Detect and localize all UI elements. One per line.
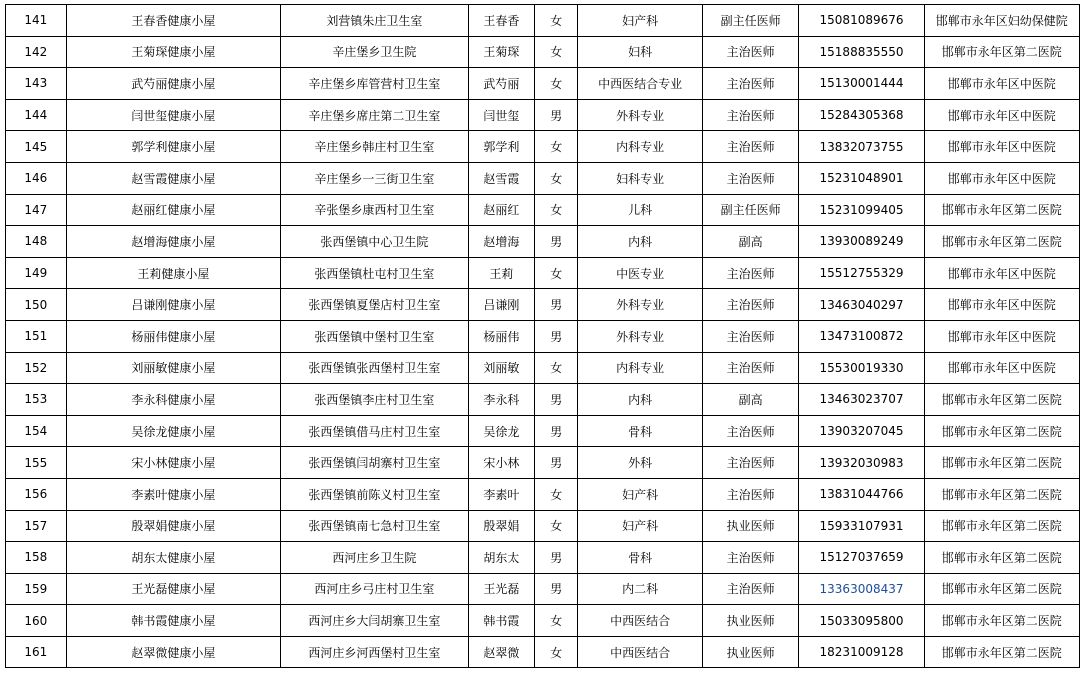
health-hut-name-cell: 韩书霞健康小屋 xyxy=(66,605,281,637)
health-hut-name-cell: 殷翠娟健康小屋 xyxy=(66,510,281,542)
gender-cell: 女 xyxy=(535,510,578,542)
doctor-name-cell: 赵增海 xyxy=(468,226,534,258)
doctor-name-cell: 李素叶 xyxy=(468,478,534,510)
title-cell: 主治医师 xyxy=(702,68,799,100)
clinic-cell: 西河庄乡大闫胡寨卫生室 xyxy=(281,605,468,637)
table-row xyxy=(6,194,1080,226)
row-number-cell: 154 xyxy=(6,415,67,447)
phone-link-cell[interactable]: 13363008437 xyxy=(799,573,924,605)
health-hut-name-cell: 吕谦刚健康小屋 xyxy=(66,289,281,321)
hospital-cell: 邯郸市永年区中医院 xyxy=(924,162,1079,194)
table-row xyxy=(6,68,1080,100)
title-cell: 主治医师 xyxy=(702,162,799,194)
specialty-cell: 骨科 xyxy=(578,542,702,574)
doctor-name-cell: 吴徐龙 xyxy=(468,415,534,447)
specialty-cell: 中西医结合专业 xyxy=(578,68,702,100)
clinic-cell: 西河庄乡弓庄村卫生室 xyxy=(281,573,468,605)
hospital-cell: 邯郸市永年区中医院 xyxy=(924,257,1079,289)
title-cell: 执业医师 xyxy=(702,636,799,668)
hospital-cell: 邯郸市永年区中医院 xyxy=(924,131,1079,163)
health-hut-name-cell: 刘丽敏健康小屋 xyxy=(66,352,281,384)
health-hut-name-cell: 王春香健康小屋 xyxy=(66,5,281,37)
row-number-cell: 157 xyxy=(6,510,67,542)
clinic-cell: 张西堡镇中堡村卫生室 xyxy=(281,320,468,352)
clinic-cell: 辛庄堡乡库管营村卫生室 xyxy=(281,68,468,100)
row-number-cell: 150 xyxy=(6,289,67,321)
phone-cell: 13930089249 xyxy=(799,226,924,258)
hospital-cell: 邯郸市永年区第二医院 xyxy=(924,605,1079,637)
hospital-cell: 邯郸市永年区中医院 xyxy=(924,320,1079,352)
clinic-cell: 张西堡镇前陈义村卫生室 xyxy=(281,478,468,510)
phone-cell: 13473100872 xyxy=(799,320,924,352)
table-row xyxy=(6,636,1080,668)
data-table xyxy=(5,4,1080,668)
table-row xyxy=(6,131,1080,163)
specialty-cell: 内科专业 xyxy=(578,352,702,384)
doctor-name-cell: 闫世玺 xyxy=(468,99,534,131)
health-hut-name-cell: 赵增海健康小屋 xyxy=(66,226,281,258)
phone-cell: 13463023707 xyxy=(799,384,924,416)
document-page xyxy=(5,4,1080,668)
gender-cell: 女 xyxy=(535,68,578,100)
row-number-cell: 152 xyxy=(6,352,67,384)
phone-cell: 15127037659 xyxy=(799,542,924,574)
doctor-name-cell: 王莉 xyxy=(468,257,534,289)
row-number-cell: 145 xyxy=(6,131,67,163)
phone-cell: 15512755329 xyxy=(799,257,924,289)
row-number-cell: 151 xyxy=(6,320,67,352)
gender-cell: 男 xyxy=(535,99,578,131)
title-cell: 主治医师 xyxy=(702,289,799,321)
health-hut-name-cell: 宋小林健康小屋 xyxy=(66,447,281,479)
specialty-cell: 外科专业 xyxy=(578,289,702,321)
title-cell: 主治医师 xyxy=(702,573,799,605)
hospital-cell: 邯郸市永年区第二医院 xyxy=(924,636,1079,668)
hospital-cell: 邯郸市永年区中医院 xyxy=(924,352,1079,384)
clinic-cell: 张西堡镇张西堡村卫生室 xyxy=(281,352,468,384)
doctor-name-cell: 吕谦刚 xyxy=(468,289,534,321)
title-cell: 副主任医师 xyxy=(702,5,799,37)
clinic-cell: 西河庄乡河西堡村卫生室 xyxy=(281,636,468,668)
phone-cell: 15933107931 xyxy=(799,510,924,542)
clinic-cell: 西河庄乡卫生院 xyxy=(281,542,468,574)
clinic-cell: 张西堡镇闫胡寨村卫生室 xyxy=(281,447,468,479)
row-number-cell: 149 xyxy=(6,257,67,289)
health-hut-name-cell: 赵雪霞健康小屋 xyxy=(66,162,281,194)
health-hut-name-cell: 武芍丽健康小屋 xyxy=(66,68,281,100)
specialty-cell: 骨科 xyxy=(578,415,702,447)
specialty-cell: 内科 xyxy=(578,384,702,416)
health-hut-name-cell: 李永科健康小屋 xyxy=(66,384,281,416)
row-number-cell: 148 xyxy=(6,226,67,258)
doctor-name-cell: 韩书霞 xyxy=(468,605,534,637)
row-number-cell: 155 xyxy=(6,447,67,479)
hospital-cell: 邯郸市永年区第二医院 xyxy=(924,478,1079,510)
gender-cell: 女 xyxy=(535,478,578,510)
clinic-cell: 辛庄堡乡卫生院 xyxy=(281,36,468,68)
hospital-cell: 邯郸市永年区第二医院 xyxy=(924,194,1079,226)
phone-cell: 18231009128 xyxy=(799,636,924,668)
doctor-name-cell: 杨丽伟 xyxy=(468,320,534,352)
health-hut-name-cell: 吴徐龙健康小屋 xyxy=(66,415,281,447)
table-row xyxy=(6,510,1080,542)
row-number-cell: 147 xyxy=(6,194,67,226)
clinic-cell: 张西堡镇中心卫生院 xyxy=(281,226,468,258)
clinic-cell: 张西堡镇杜屯村卫生室 xyxy=(281,257,468,289)
health-hut-name-cell: 王莉健康小屋 xyxy=(66,257,281,289)
hospital-cell: 邯郸市永年区第二医院 xyxy=(924,226,1079,258)
title-cell: 执业医师 xyxy=(702,605,799,637)
health-hut-name-cell: 杨丽伟健康小屋 xyxy=(66,320,281,352)
hospital-cell: 邯郸市永年区第二医院 xyxy=(924,542,1079,574)
phone-cell: 13463040297 xyxy=(799,289,924,321)
clinic-cell: 辛庄堡乡席庄第二卫生室 xyxy=(281,99,468,131)
gender-cell: 男 xyxy=(535,573,578,605)
gender-cell: 女 xyxy=(535,605,578,637)
doctor-name-cell: 赵翠微 xyxy=(468,636,534,668)
health-hut-name-cell: 王菊琛健康小屋 xyxy=(66,36,281,68)
gender-cell: 男 xyxy=(535,384,578,416)
phone-cell: 13932030983 xyxy=(799,447,924,479)
health-hut-name-cell: 胡东太健康小屋 xyxy=(66,542,281,574)
doctor-name-cell: 赵丽红 xyxy=(468,194,534,226)
clinic-cell: 辛庄堡乡一三街卫生室 xyxy=(281,162,468,194)
gender-cell: 女 xyxy=(535,131,578,163)
gender-cell: 男 xyxy=(535,447,578,479)
title-cell: 主治医师 xyxy=(702,542,799,574)
row-number-cell: 141 xyxy=(6,5,67,37)
health-hut-name-cell: 郭学利健康小屋 xyxy=(66,131,281,163)
doctor-name-cell: 王菊琛 xyxy=(468,36,534,68)
gender-cell: 女 xyxy=(535,5,578,37)
title-cell: 主治医师 xyxy=(702,99,799,131)
specialty-cell: 中医专业 xyxy=(578,257,702,289)
table-row xyxy=(6,415,1080,447)
hospital-cell: 邯郸市永年区第二医院 xyxy=(924,447,1079,479)
table-row xyxy=(6,605,1080,637)
phone-cell: 15033095800 xyxy=(799,605,924,637)
row-number-cell: 146 xyxy=(6,162,67,194)
phone-cell: 13832073755 xyxy=(799,131,924,163)
doctor-name-cell: 武芍丽 xyxy=(468,68,534,100)
clinic-cell: 刘营镇朱庄卫生室 xyxy=(281,5,468,37)
title-cell: 主治医师 xyxy=(702,447,799,479)
health-hut-name-cell: 赵丽红健康小屋 xyxy=(66,194,281,226)
title-cell: 主治医师 xyxy=(702,131,799,163)
hospital-cell: 邯郸市永年区第二医院 xyxy=(924,573,1079,605)
specialty-cell: 妇科专业 xyxy=(578,162,702,194)
phone-cell: 13903207045 xyxy=(799,415,924,447)
specialty-cell: 外科专业 xyxy=(578,99,702,131)
phone-cell: 15231099405 xyxy=(799,194,924,226)
table-row xyxy=(6,573,1080,605)
row-number-cell: 156 xyxy=(6,478,67,510)
specialty-cell: 中西医结合 xyxy=(578,605,702,637)
specialty-cell: 外科专业 xyxy=(578,320,702,352)
specialty-cell: 妇科 xyxy=(578,36,702,68)
row-number-cell: 142 xyxy=(6,36,67,68)
health-hut-name-cell: 闫世玺健康小屋 xyxy=(66,99,281,131)
specialty-cell: 妇产科 xyxy=(578,510,702,542)
table-row xyxy=(6,320,1080,352)
row-number-cell: 158 xyxy=(6,542,67,574)
row-number-cell: 160 xyxy=(6,605,67,637)
hospital-cell: 邯郸市永年区第二医院 xyxy=(924,415,1079,447)
title-cell: 主治医师 xyxy=(702,415,799,447)
title-cell: 副主任医师 xyxy=(702,194,799,226)
doctor-name-cell: 胡东太 xyxy=(468,542,534,574)
row-number-cell: 153 xyxy=(6,384,67,416)
table-row xyxy=(6,36,1080,68)
health-hut-name-cell: 赵翠微健康小屋 xyxy=(66,636,281,668)
clinic-cell: 张西堡镇夏堡店村卫生室 xyxy=(281,289,468,321)
title-cell: 副高 xyxy=(702,384,799,416)
phone-cell: 15130001444 xyxy=(799,68,924,100)
gender-cell: 男 xyxy=(535,226,578,258)
hospital-cell: 邯郸市永年区妇幼保健院 xyxy=(924,5,1079,37)
phone-cell: 15530019330 xyxy=(799,352,924,384)
table-row xyxy=(6,352,1080,384)
row-number-cell: 144 xyxy=(6,99,67,131)
row-number-cell: 161 xyxy=(6,636,67,668)
table-row xyxy=(6,162,1080,194)
doctor-name-cell: 郭学利 xyxy=(468,131,534,163)
doctor-name-cell: 刘丽敏 xyxy=(468,352,534,384)
doctor-name-cell: 王光磊 xyxy=(468,573,534,605)
title-cell: 主治医师 xyxy=(702,352,799,384)
table-row xyxy=(6,99,1080,131)
gender-cell: 女 xyxy=(535,162,578,194)
gender-cell: 女 xyxy=(535,636,578,668)
clinic-cell: 张西堡镇李庄村卫生室 xyxy=(281,384,468,416)
gender-cell: 男 xyxy=(535,542,578,574)
table-body xyxy=(6,5,1080,668)
table-row xyxy=(6,447,1080,479)
title-cell: 主治医师 xyxy=(702,257,799,289)
clinic-cell: 张西堡镇借马庄村卫生室 xyxy=(281,415,468,447)
title-cell: 副高 xyxy=(702,226,799,258)
doctor-name-cell: 殷翠娟 xyxy=(468,510,534,542)
doctor-name-cell: 赵雪霞 xyxy=(468,162,534,194)
doctor-name-cell: 宋小林 xyxy=(468,447,534,479)
gender-cell: 女 xyxy=(535,194,578,226)
specialty-cell: 内科 xyxy=(578,226,702,258)
phone-cell: 15188835550 xyxy=(799,36,924,68)
gender-cell: 女 xyxy=(535,257,578,289)
doctor-name-cell: 李永科 xyxy=(468,384,534,416)
title-cell: 主治医师 xyxy=(702,320,799,352)
hospital-cell: 邯郸市永年区中医院 xyxy=(924,68,1079,100)
table-row xyxy=(6,257,1080,289)
specialty-cell: 中西医结合 xyxy=(578,636,702,668)
doctor-name-cell: 王春香 xyxy=(468,5,534,37)
row-number-cell: 143 xyxy=(6,68,67,100)
health-hut-name-cell: 王光磊健康小屋 xyxy=(66,573,281,605)
clinic-cell: 张西堡镇南七急村卫生室 xyxy=(281,510,468,542)
row-number-cell: 159 xyxy=(6,573,67,605)
table-row xyxy=(6,542,1080,574)
phone-cell: 15231048901 xyxy=(799,162,924,194)
phone-cell: 15081089676 xyxy=(799,5,924,37)
table-row xyxy=(6,384,1080,416)
hospital-cell: 邯郸市永年区第二医院 xyxy=(924,510,1079,542)
title-cell: 主治医师 xyxy=(702,36,799,68)
health-hut-name-cell: 李素叶健康小屋 xyxy=(66,478,281,510)
table-row xyxy=(6,478,1080,510)
phone-cell: 15284305368 xyxy=(799,99,924,131)
gender-cell: 男 xyxy=(535,289,578,321)
gender-cell: 女 xyxy=(535,352,578,384)
hospital-cell: 邯郸市永年区第二医院 xyxy=(924,384,1079,416)
gender-cell: 男 xyxy=(535,415,578,447)
phone-cell: 13831044766 xyxy=(799,478,924,510)
table-row xyxy=(6,289,1080,321)
specialty-cell: 儿科 xyxy=(578,194,702,226)
hospital-cell: 邯郸市永年区中医院 xyxy=(924,289,1079,321)
gender-cell: 男 xyxy=(535,320,578,352)
clinic-cell: 辛庄堡乡韩庄村卫生室 xyxy=(281,131,468,163)
specialty-cell: 内科专业 xyxy=(578,131,702,163)
clinic-cell: 辛张堡乡康西村卫生室 xyxy=(281,194,468,226)
hospital-cell: 邯郸市永年区第二医院 xyxy=(924,36,1079,68)
title-cell: 执业医师 xyxy=(702,510,799,542)
title-cell: 主治医师 xyxy=(702,478,799,510)
gender-cell: 女 xyxy=(535,36,578,68)
specialty-cell: 妇产科 xyxy=(578,478,702,510)
hospital-cell: 邯郸市永年区中医院 xyxy=(924,99,1079,131)
specialty-cell: 内二科 xyxy=(578,573,702,605)
specialty-cell: 外科 xyxy=(578,447,702,479)
table-row xyxy=(6,5,1080,37)
table-row xyxy=(6,226,1080,258)
specialty-cell: 妇产科 xyxy=(578,5,702,37)
